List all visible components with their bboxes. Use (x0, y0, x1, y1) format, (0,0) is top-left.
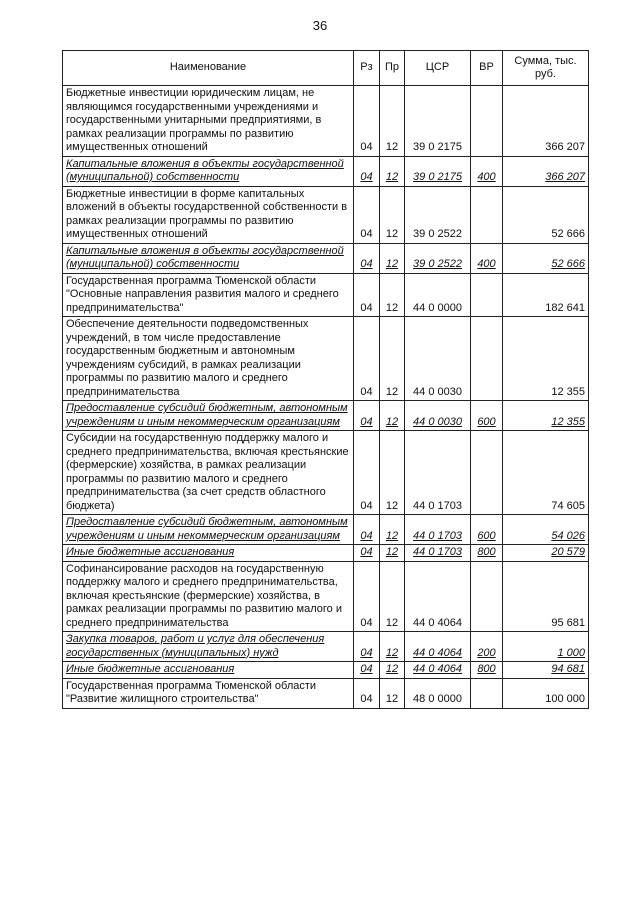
cell-rz: 04 (354, 561, 380, 632)
cell-vr: 800 (471, 545, 503, 562)
table-row (63, 186, 589, 243)
table-row (63, 243, 589, 273)
cell-sum: 100 000 (503, 678, 589, 708)
cell-sum: 12 355 (503, 401, 589, 431)
cell-sum: 95 681 (503, 561, 589, 632)
cell-vr: 400 (471, 156, 503, 186)
cell-sum: 366 207 (503, 156, 589, 186)
cell-rz: 04 (354, 662, 380, 679)
page-number: 36 (312, 18, 328, 33)
cell-rz: 04 (354, 545, 380, 562)
cell-csr: 44 0 1703 (405, 515, 471, 545)
cell-pr: 12 (380, 662, 405, 679)
table-row (63, 86, 589, 157)
cell-csr: 44 0 4064 (405, 632, 471, 662)
cell-rz: 04 (354, 632, 380, 662)
cell-name: Софинансирование расходов на государственную поддержку малого и среднего предпринимательства, включая крестьянские (фермерские) хозяйства, в рамках реализации программы по развитию малого и среднего предпринимательства (63, 561, 354, 632)
cell-name: Иные бюджетные ассигнования (63, 662, 354, 679)
table-row (63, 632, 589, 662)
cell-name: Государственная программа Тюменской области "Основные направления развития малого и среднего предпринимательства" (63, 273, 354, 317)
cell-vr (471, 678, 503, 708)
cell-vr: 600 (471, 515, 503, 545)
cell-name: Предоставление субсидий бюджетным, автономным учреждениям и иным некоммерческим организациям (63, 515, 354, 545)
cell-name: Капитальные вложения в объекты государственной (муниципальной) собственности (63, 156, 354, 186)
header-rz: Рз (354, 51, 380, 86)
cell-pr: 12 (380, 401, 405, 431)
cell-pr: 12 (380, 156, 405, 186)
cell-sum: 12 355 (503, 317, 589, 401)
table-row (63, 678, 589, 708)
cell-pr: 12 (380, 632, 405, 662)
cell-name: Капитальные вложения в объекты государственной (муниципальной) собственности (63, 243, 354, 273)
table-row (63, 662, 589, 679)
header-sum: Сумма, тыс. руб. (503, 51, 589, 86)
table-row (63, 561, 589, 632)
cell-csr: 48 0 0000 (405, 678, 471, 708)
cell-vr: 200 (471, 632, 503, 662)
header-name: Наименование (63, 51, 354, 86)
cell-csr: 44 0 0030 (405, 317, 471, 401)
table-row (63, 401, 589, 431)
cell-vr (471, 186, 503, 243)
cell-sum: 74 605 (503, 431, 589, 515)
cell-sum: 182 641 (503, 273, 589, 317)
cell-csr: 44 0 4064 (405, 662, 471, 679)
budget-table (62, 50, 589, 709)
cell-pr: 12 (380, 515, 405, 545)
cell-pr: 12 (380, 561, 405, 632)
cell-rz: 04 (354, 431, 380, 515)
cell-rz: 04 (354, 401, 380, 431)
cell-rz: 04 (354, 678, 380, 708)
cell-csr: 39 0 2175 (405, 86, 471, 157)
cell-rz: 04 (354, 317, 380, 401)
cell-pr: 12 (380, 186, 405, 243)
cell-sum: 52 666 (503, 186, 589, 243)
header-csr: ЦСР (405, 51, 471, 86)
cell-name: Государственная программа Тюменской области "Развитие жилищного строительства" (63, 678, 354, 708)
cell-pr: 12 (380, 678, 405, 708)
cell-name: Бюджетные инвестиции юридическим лицам, не являющимся государственными учреждениями и государственными унитарными предприятиями, в рамках реализации программы по развитию имущественных отношений (63, 86, 354, 157)
cell-name: Обеспечение деятельности подведомственных учреждений, в том числе предоставление государственным бюджетным и автономным учреждениям субсидий, в рамках реализации программы по развитию малого и среднего предпринимательства (63, 317, 354, 401)
cell-vr: 600 (471, 401, 503, 431)
cell-name: Предоставление субсидий бюджетным, автономным учреждениям и иным некоммерческим организациям (63, 401, 354, 431)
table-row (63, 273, 589, 317)
cell-vr (471, 273, 503, 317)
cell-sum: 52 666 (503, 243, 589, 273)
cell-csr: 39 0 2522 (405, 243, 471, 273)
cell-pr: 12 (380, 243, 405, 273)
cell-rz: 04 (354, 156, 380, 186)
cell-sum: 94 681 (503, 662, 589, 679)
cell-vr (471, 431, 503, 515)
cell-vr: 400 (471, 243, 503, 273)
cell-name: Закупка товаров, работ и услуг для обеспечения государственных (муниципальных) нужд (63, 632, 354, 662)
cell-vr: 800 (471, 662, 503, 679)
cell-csr: 39 0 2175 (405, 156, 471, 186)
cell-sum: 366 207 (503, 86, 589, 157)
cell-pr: 12 (380, 317, 405, 401)
cell-name: Иные бюджетные ассигнования (63, 545, 354, 562)
cell-csr: 44 0 4064 (405, 561, 471, 632)
cell-sum: 54 026 (503, 515, 589, 545)
cell-csr: 44 0 1703 (405, 431, 471, 515)
cell-pr: 12 (380, 545, 405, 562)
header-pr: Пр (380, 51, 405, 86)
cell-pr: 12 (380, 86, 405, 157)
cell-name: Бюджетные инвестиции в форме капитальных вложений в объекты государственной собственности в рамках реализации программы по развитию имущественных отношений (63, 186, 354, 243)
cell-rz: 04 (354, 186, 380, 243)
table-row (63, 156, 589, 186)
cell-rz: 04 (354, 273, 380, 317)
cell-csr: 44 0 0030 (405, 401, 471, 431)
cell-name: Субсидии на государственную поддержку малого и среднего предпринимательства, включая крестьянские (фермерские) хозяйства, в рамках реализации программы по развитию малого и среднего предпринимательства (за счет средств областного бюджета) (63, 431, 354, 515)
cell-vr (471, 86, 503, 157)
cell-rz: 04 (354, 243, 380, 273)
table-row (63, 545, 589, 562)
cell-rz: 04 (354, 515, 380, 545)
header-row (63, 51, 589, 86)
cell-rz: 04 (354, 86, 380, 157)
cell-csr: 44 0 1703 (405, 545, 471, 562)
cell-csr: 39 0 2522 (405, 186, 471, 243)
table-row (63, 317, 589, 401)
table-row (63, 431, 589, 515)
cell-vr (471, 317, 503, 401)
cell-vr (471, 561, 503, 632)
cell-csr: 44 0 0000 (405, 273, 471, 317)
cell-pr: 12 (380, 273, 405, 317)
cell-pr: 12 (380, 431, 405, 515)
cell-sum: 1 000 (503, 632, 589, 662)
header-vr: ВР (471, 51, 503, 86)
table-row (63, 515, 589, 545)
cell-sum: 20 579 (503, 545, 589, 562)
